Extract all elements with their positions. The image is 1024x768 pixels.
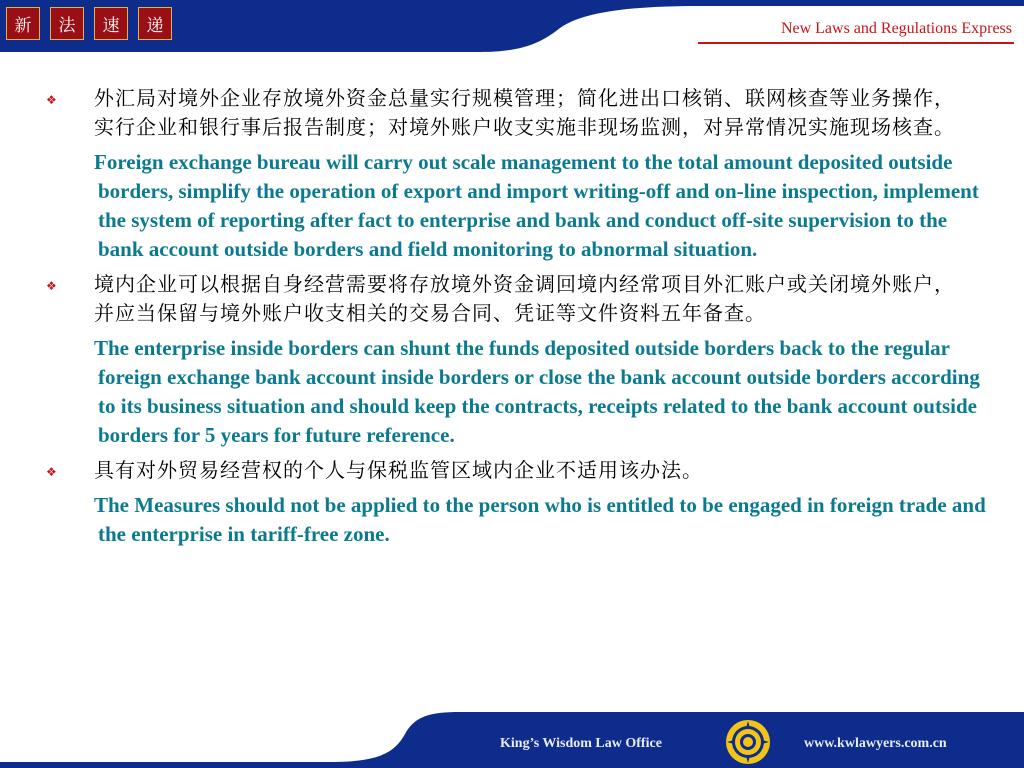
bullet-chinese-text: 具有对外贸易经营权的个人与保税监管区域内企业不适用该办法。 (94, 458, 703, 482)
title-char-box: 速 (94, 7, 128, 40)
header-subtitle: New Laws and Regulations Express (780, 20, 1012, 37)
diamond-bullet-icon: ❖ (46, 279, 57, 293)
footer-website[interactable]: www.kwlawyers.com.cn (804, 736, 947, 751)
bullet-english-text: The enterprise inside borders can shunt the funds deposited outside borders back to the regular foreign exchange bank account inside borders or close the bank account outside borders according to its business situation and should keep the contracts, receipts related to the bank account outside borders for 5 years for future reference. (94, 336, 980, 447)
title-char-box: 新 (6, 7, 40, 40)
slide-title-boxes (6, 7, 172, 40)
header-underline (698, 42, 1014, 44)
title-char-box: 法 (50, 7, 84, 40)
bullet-chinese-text: 外汇局对境外企业存放境外资金总量实行规模管理；简化进出口核销、联网核查等业务操作，实行企业和银行事后报告制度；对境外账户收支实施非现场监测，对异常情况实施现场核查。 (94, 86, 955, 139)
footer-office-name: King’s Wisdom Law Office (500, 736, 662, 751)
title-char-box: 递 (138, 7, 172, 40)
bullet-chinese-text: 境内企业可以根据自身经营需要将存放境外资金调回境内经常项目外汇账户或关闭境外账户，并应当保留与境外账户收支相关的交易合同、凭证等文件资料五年备查。 (94, 272, 955, 325)
bullet-item (46, 270, 991, 328)
diamond-bullet-icon: ❖ (46, 465, 57, 479)
slide-content (46, 84, 991, 555)
diamond-bullet-icon: ❖ (46, 93, 57, 107)
bullet-english-text: Foreign exchange bureau will carry out scale management to the total amount deposited outside borders, simplify the operation of export and import writing-off and on-line inspection, implement the system of reporting after fact to enterprise and bank and conduct off-site supervision to the bank account outside borders and field monitoring to abnormal situation. (94, 150, 979, 261)
bullet-item (46, 84, 991, 142)
bullet-english-text: The Measures should not be applied to the person who is entitled to be engaged in foreign trade and the enterprise in tariff-free zone. (94, 493, 986, 546)
bullet-item (46, 456, 991, 485)
sun-logo-icon (724, 718, 772, 766)
